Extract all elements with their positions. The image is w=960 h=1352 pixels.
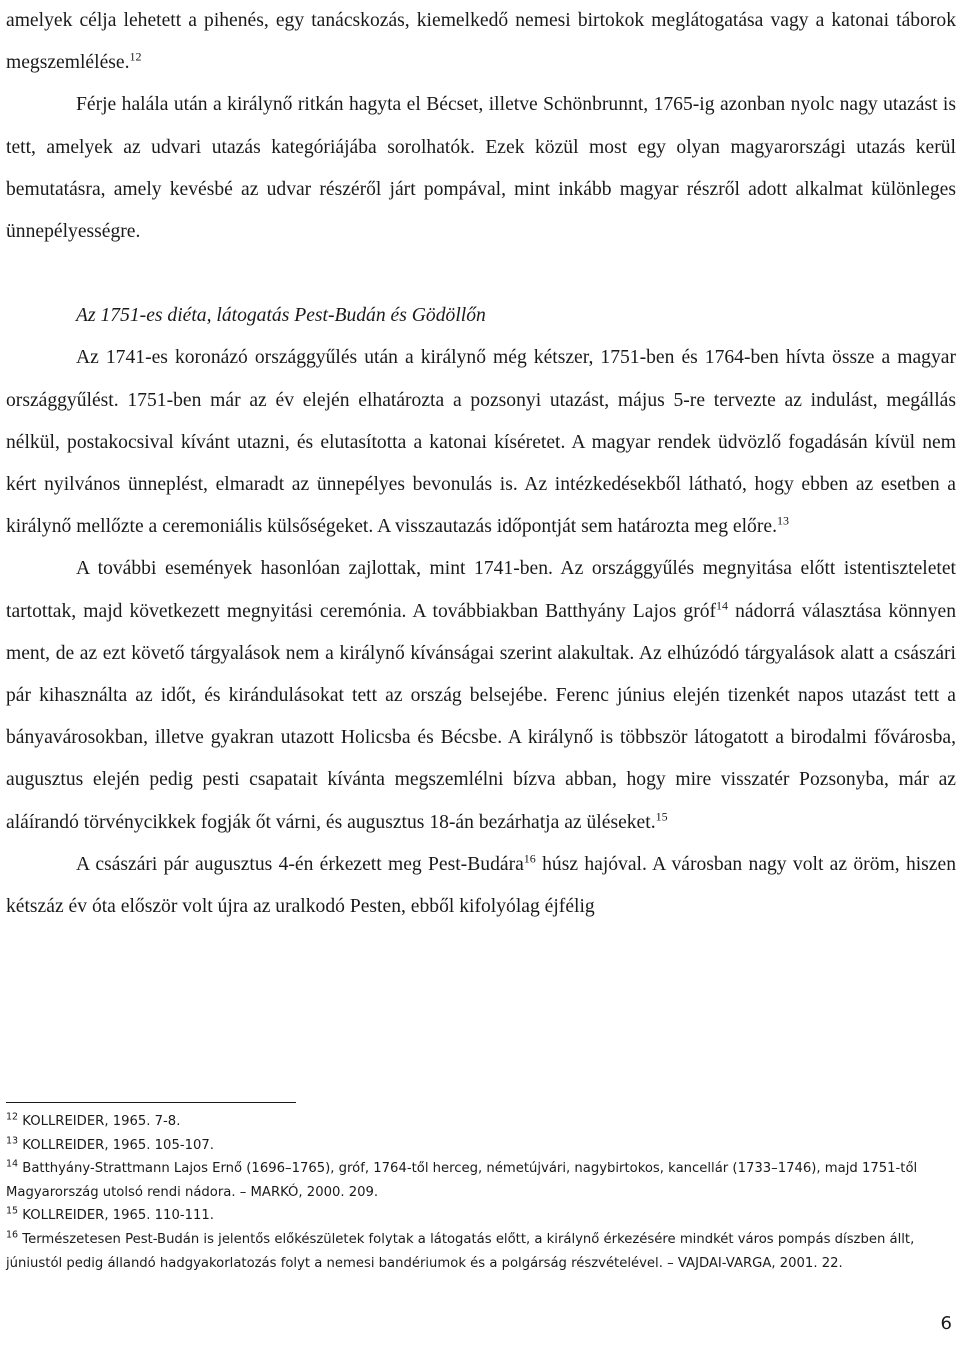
footnotes	[6, 1110, 956, 1275]
footnote-ref: 12	[129, 49, 142, 64]
footnote-number: 12	[6, 1111, 19, 1123]
footnote	[6, 1134, 956, 1158]
paragraph-text: A császári pár augusztus 4-én érkezett meg Pest-Budára	[76, 853, 524, 875]
footnote-ref: 15	[655, 809, 668, 824]
footnote	[6, 1110, 956, 1134]
footnote-text: Természetesen Pest-Budán is jelentős előkészületek folytak a látogatás előtt, a királynő érkezésére mindkét város pompás díszben állt, júniustól pedig állandó hadgyakorlatozás folyt a nemesi bandériumok és a polgárság részvételével. – VAJDAI-VARGA, 2001. 22.	[6, 1231, 915, 1271]
section-subtitle: Az 1751-es diéta, látogatás Pest-Budán és Gödöllőn	[76, 305, 486, 327]
paragraph	[6, 548, 956, 843]
footnote-separator	[6, 1102, 296, 1103]
footnote-number: 13	[6, 1135, 19, 1147]
footnote-number: 15	[6, 1205, 19, 1217]
paragraph-continuation	[6, 0, 956, 84]
footnote	[6, 1157, 956, 1204]
paragraph-text: húsz hajóval. A városban nagy volt az öröm, hiszen kétszáz év óta először volt újra az uralkodó Pesten, ebből kifolyólag éjfélig	[6, 853, 956, 918]
footnote	[6, 1204, 956, 1228]
paragraph	[6, 84, 956, 253]
paragraph-text: nádorrá választása könnyen ment, de az ezt követő tárgyalások nem a királynő kívánságai szerint alakultak. Az elhúzódó tárgyalások alatt a császári pár kihasználta az időt, és kirándulásokat tett az ország belsejébe. Ferenc június elején tizenkét napos utazást tett a bányavárosokban, illetve gyakran utazott Holicsba és Bécsbe. A királynő is többször látogatott a birodalmi fővárosba, augusztus elején pedig pesti csapatait kívánta megszemlélni bízva abban, hogy mire visszatér Pozsonyba, már az aláírandó törvénycikkek fogják őt várni, és augusztus 18-án bezárhatja az üléseket.	[6, 600, 956, 833]
paragraph	[6, 844, 956, 928]
footnote-ref: 14	[716, 598, 729, 613]
footnote-text: Batthyány-Strattmann Lajos Ernő (1696–1765), gróf, 1764-től herceg, németújvári, nagybirtokos, kancellár (1733–1746), majd 1751-től Magyarország utolsó rendi nádora. – MARKÓ, 2000. 209.	[6, 1161, 918, 1200]
body-text	[6, 0, 956, 928]
footnote	[6, 1228, 956, 1275]
paragraph-text: A további események hasonlóan zajlottak, mint 1741-ben. Az országgyűlés megnyitása előtt istentiszteletet tartottak, majd következett megnyitási ceremónia. A továbbiakban Batthyány Lajos gróf	[6, 558, 956, 622]
footnote-number: 14	[6, 1158, 19, 1170]
footnote-ref: 13	[776, 513, 789, 528]
footnote-text: KOLLREIDER, 1965. 110-111.	[22, 1208, 214, 1224]
page-number: 6	[940, 1313, 952, 1334]
footnote-text: KOLLREIDER, 1965. 7-8.	[22, 1114, 181, 1129]
footnote-text: KOLLREIDER, 1965. 105-107.	[22, 1137, 214, 1153]
footnote-ref: 16	[523, 851, 536, 866]
paragraph-text: Férje halála után a királynő ritkán hagyta el Bécset, illetve Schönbrunnt, 1765-ig azonban nyolc nagy utazást is tett, amelyek az udvari utazás kategóriájába sorolhatók. Ezek közül most egy olyan magyarországi utazás kerül bemutatásra, amely kevésbé az udvar részéről járt pompával, mint inkább magyar részről adott alkalmat különleges ünnepélyességre.	[6, 94, 956, 243]
paragraph-text: amelyek célja lehetett a pihenés, egy tanácskozás, kiemelkedő nemesi birtokok meglátogatása vagy a katonai táborok megszemlélése.	[6, 10, 956, 74]
paragraph	[6, 337, 956, 548]
paragraph-text: Az 1741-es koronázó országgyűlés után a királynő még kétszer, 1751-ben és 1764-ben hívta össze a magyar országgyűlést. 1751-ben már az év elején elhatározta a pozsonyi utazást, május 5-re tervezte az indulást, megállás nélkül, postakocsival kívánt utazni, és elutasította a katonai kíséretet. A magyar rendek üdvözlő fogadásán kívül nem kért nyilvános ünneplést, elmaradt az ünnepélyes bevonulás is. Az intézkedésekből látható, hogy ebben az esetben a királynő mellőzte a ceremoniális külsőségeket. A visszautazás időpontját sem határozta meg előre.	[6, 347, 956, 538]
footnote-number: 16	[6, 1229, 19, 1241]
